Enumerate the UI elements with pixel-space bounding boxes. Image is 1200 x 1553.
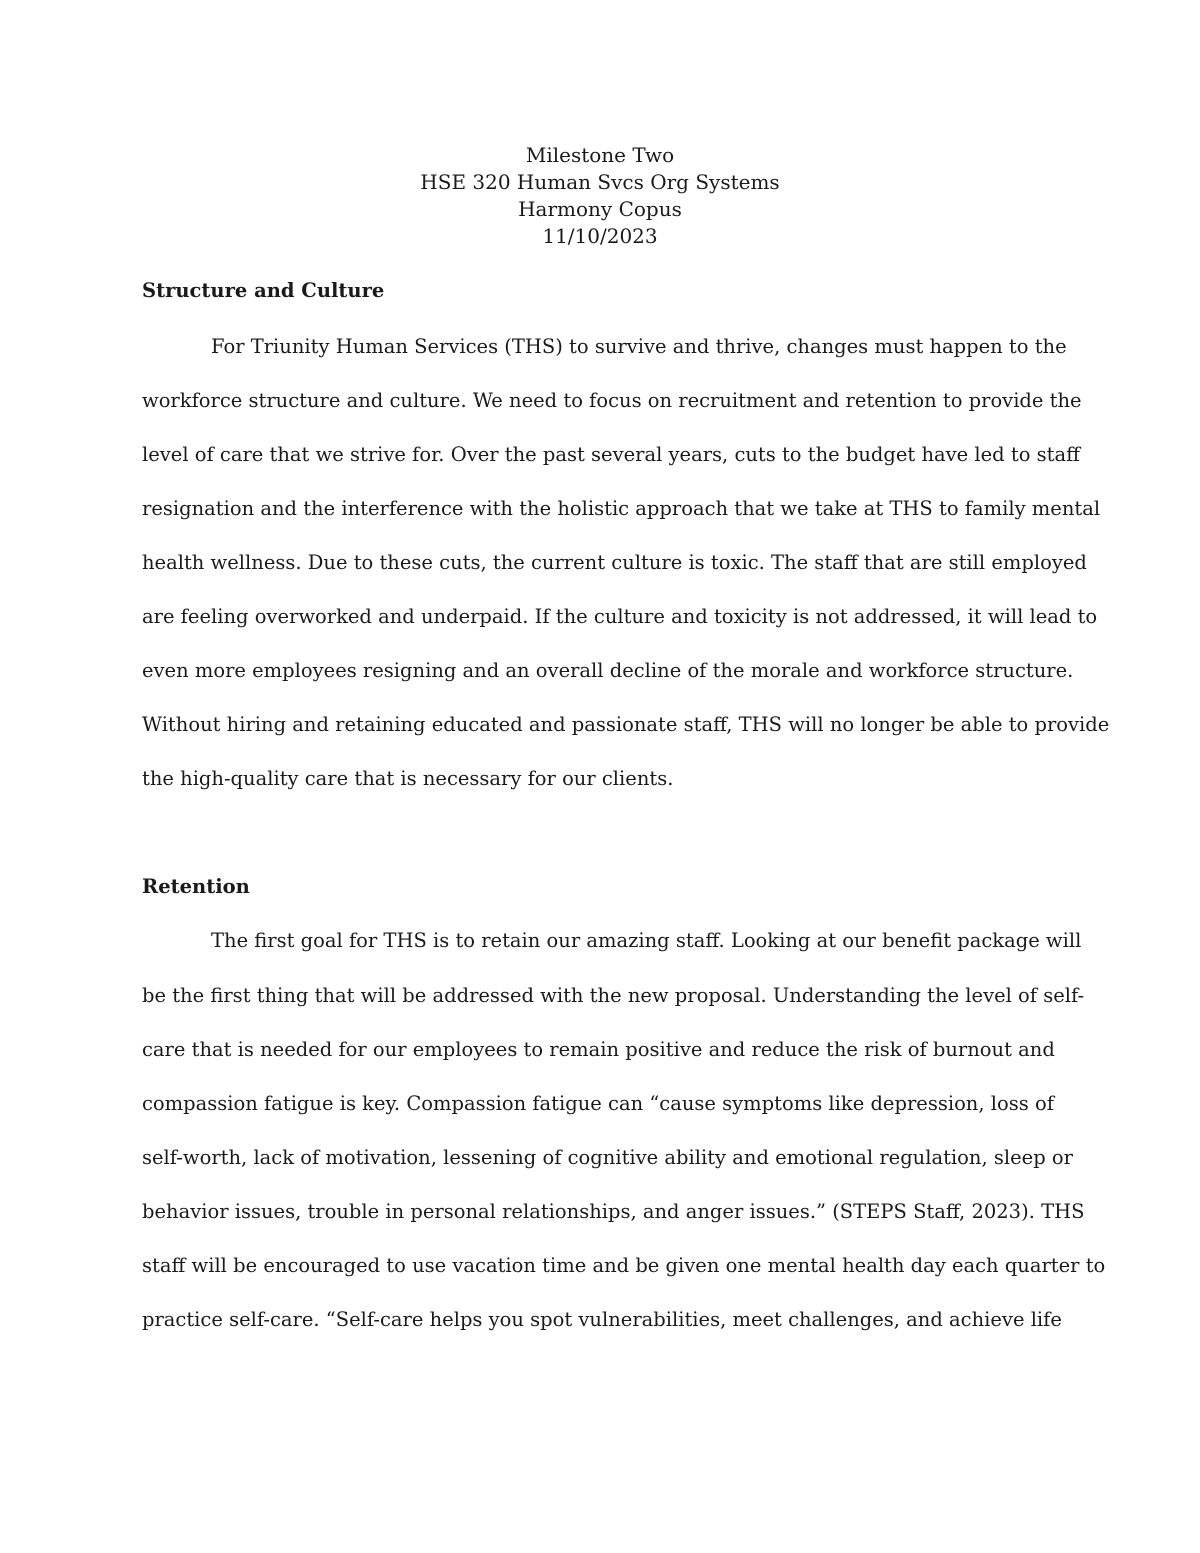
paragraph-line: be the first thing that will be addressed with the new proposal. Understanding the level of self- bbox=[142, 984, 1085, 1007]
paragraph-line: behavior issues, trouble in personal relationships, and anger issues.” (STEPS Staff, 2023). THS bbox=[142, 1200, 1085, 1223]
paragraph-line: care that is needed for our employees to remain positive and reduce the risk of burnout and bbox=[142, 1038, 1055, 1061]
paragraph-line: are feeling overworked and underpaid. If the culture and toxicity is not addressed, it will lead to bbox=[142, 605, 1098, 628]
paragraph-line: compassion fatigue is key. Compassion fatigue can “cause symptoms like depression, loss of bbox=[142, 1092, 1054, 1115]
author-name: Harmony Copus bbox=[518, 197, 682, 221]
paragraph-line: resignation and the interference with the holistic approach that we take at THS to family mental bbox=[142, 497, 1101, 520]
document-title: Milestone Two bbox=[525, 143, 675, 167]
paragraph-line: even more employees resigning and an overall decline of the morale and workforce structure. bbox=[142, 659, 1074, 682]
paragraph-line: practice self-care. “Self-care helps you spot vulnerabilities, meet challenges, and achieve life bbox=[142, 1308, 1062, 1331]
document-date: 11/10/2023 bbox=[542, 224, 658, 248]
section-heading-retention: Retention bbox=[142, 875, 250, 898]
paragraph-line: staff will be encouraged to use vacation time and be given one mental health day each quarter to bbox=[142, 1254, 1106, 1277]
paragraph-line: health wellness. Due to these cuts, the current culture is toxic. The staff that are still employed bbox=[142, 551, 1087, 574]
paragraph-line: workforce structure and culture. We need to focus on recruitment and retention to provide the bbox=[142, 389, 1082, 412]
section-heading-structure-and-culture: Structure and Culture bbox=[142, 279, 385, 302]
course-name: HSE 320 Human Svcs Org Systems bbox=[420, 170, 780, 194]
paragraph-line: For Triunity Human Services (THS) to survive and thrive, changes must happen to the bbox=[211, 335, 1067, 358]
title-block bbox=[0, 142, 1200, 250]
paragraph-line: self-worth, lack of motivation, lessening of cognitive ability and emotional regulation, sleep or bbox=[142, 1146, 1073, 1169]
paragraph-line: Without hiring and retaining educated and passionate staff, THS will no longer be able to provide bbox=[142, 713, 1110, 736]
paragraph-line: the high-quality care that is necessary for our clients. bbox=[142, 767, 674, 790]
paragraph-line: level of care that we strive for. Over the past several years, cuts to the budget have led to staff bbox=[142, 443, 1080, 466]
paragraph-line: The first goal for THS is to retain our amazing staff. Looking at our benefit package will bbox=[211, 929, 1082, 952]
